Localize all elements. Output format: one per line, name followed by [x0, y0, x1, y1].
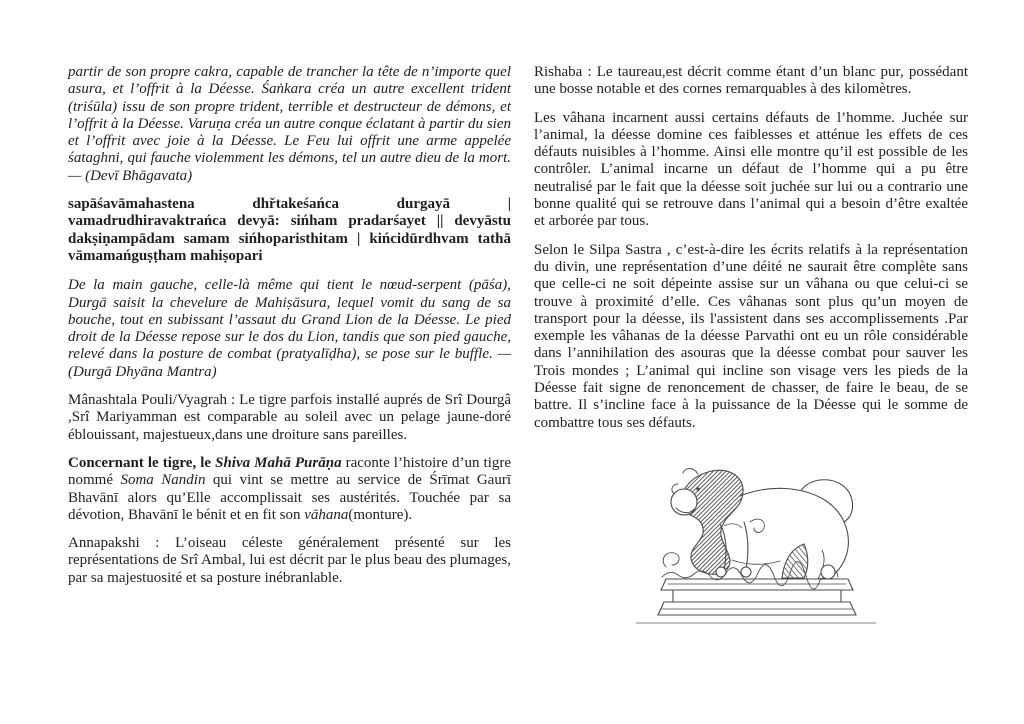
- paragraph-tigre-text: (monture).: [348, 506, 413, 523]
- mantra-line: dakṣiṇampādam samam sińhoparisthitam | kińcidūrdhvam tathā: [68, 230, 511, 247]
- lion-mane: [681, 470, 743, 574]
- lion-statue-illustration: [632, 462, 880, 630]
- sanskrit-mantra: [68, 196, 511, 265]
- pedestal: [658, 579, 856, 615]
- mantra-line: sapāśavāmahastena dhřtakeśańca durgayā |: [68, 196, 511, 213]
- paragraph-manashtala: Mânashtala Pouli/Vyagrah : Le tigre parfois installé auprés de Srî Dourgâ ,Srî Mariyamman est comparable au soleil avec un pelage jaune-doré éblouissant, majestueux,dans une droiture sans pareilles.: [68, 392, 511, 443]
- shiva-maha-purana-title: Shiva Mahā Purāṇa: [215, 454, 342, 471]
- paragraph-tigre-text: qui vint se mettre au service de Śrīmat Gaurī Bhavānī alors qu’Elle accomplissait ses austérités. Touchée par sa dévotion, Bhavānī le bénit et en fit son: [68, 472, 511, 523]
- left-column: [68, 64, 511, 598]
- paragraph-annapakshi: Annapakshi : L’oiseau céleste généralement présenté sur les représentations de Srî Ambal, lui est décrit par le plus beau des plumages, par sa majestuosité et sa posture inébranlable.: [68, 535, 511, 586]
- paragraph-rishaba: Rishaba : Le taureau,est décrit comme étant d’un blanc pur, possédant une bosse notable et des cornes remarquables à des kilomètres.: [534, 64, 968, 98]
- right-column: [534, 64, 968, 443]
- lion-statue-drawing: [632, 462, 880, 630]
- mantra-line: vāmamańguṣṭham mahiṣopari: [68, 247, 263, 264]
- mantra-line: vamadrudhiravaktrańca devyā: sińham pradarśayet || devyāstu: [68, 213, 511, 230]
- soma-nandin-name: Soma Nandin: [120, 472, 206, 489]
- paragraph-dhyana-mantra-translation: De la main gauche, celle-là même qui tient le nœud-serpent (pāśa), Durgā saisit la chevelure de Mahiṣāsura, lequel vomit du sang de sa bouche, tout en subissant l’assaut du Grand Lion de la Déesse. Le pied droit de la Déesse repose sur le dos du Lion, tandis que son pied gauche, relevé dans la posture de combat (pratyalīḍha), se pose sur le buffle. — (Durgā Dhyāna Mantra): [68, 277, 511, 380]
- paragraph-tigre-text: raconte l’histoire d’un tigre nommé: [68, 454, 512, 489]
- paragraph-silpa-sastra: Selon le Silpa Sastra , c’est-à-dire les écrits relatifs à la représentation du divin, une représentation d’une déité ne saurait être complète sans que celle-ci ne soit dépeinte assise sur un vâhana ou que celui-ci se trouve à proximité d’elle. Ces vâhanas sont plus qu’un moyen de transport pour la déesse, ils l'assistent dans ses accomplissements .Par exemple les vâhanas de la déesse Parvathi ont eu un rôle considérable dans l’annihilation des asouras que la déesse combat pour sauver les Trois mondes ; L’animal qui incline son visage vers les pieds de la Déesse fait signe de renoncement de chasser, de faire le beau, de se battre. Il s’incline face à la puissance de la Déesse qui le somme de combattre tous ses défauts.: [534, 241, 968, 431]
- shoulder-curl: [750, 519, 764, 532]
- paragraph-tigre-bold-lead: Concernant le tigre, le: [68, 454, 216, 471]
- paragraph-vahana-defauts: Les vâhana incarnent aussi certains défauts de l’homme. Juchée sur l’animal, la déesse domine ces faiblesses et atténue les effets de ces défauts nuisibles à l’homme. Ainsi elle montre qu’il est possible de les contrôler. L’animal incarne un défaut de l’homme qui a pu être neutralisé par le fait que la déesse soit juchée sur lui ou a contrario une bonne qualité qui se retrouve dans l’animal qui a besoin d’être exaltée et arborée par tous.: [534, 109, 968, 230]
- vahana-term: vāhana: [304, 506, 349, 523]
- lion-hind-leg: [782, 544, 808, 578]
- paragraph-cakra-excerpt: partir de son propre cakra, capable de trancher la tête de n’importe quel asura, et l’offrit à la Déesse. Śaṅkara créa un autre excellent trident (triśūla) issu de son propre trident, terrible et destructeur de démons, et l’offrit à la Déesse. Varuṇa créa un autre conque éclatant à partir du sien et l’offrit avec joie à la Déesse. Le Feu lui offrit une arme appelée śataghni, qui fauche violemment les démons, tel un autre dieu de la mort. — (Devī Bhāgavata): [68, 64, 511, 184]
- paragraph-tigre: [68, 455, 511, 524]
